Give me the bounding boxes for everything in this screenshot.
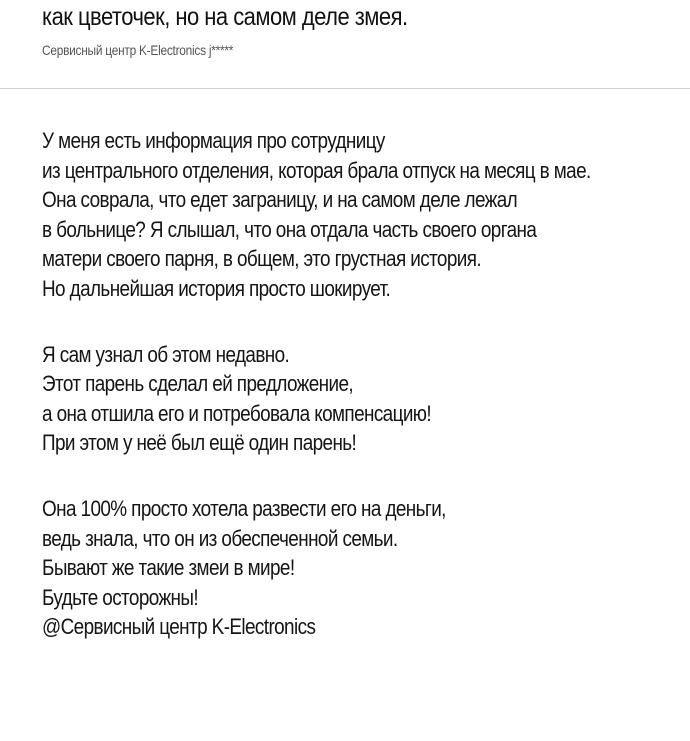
post-paragraph-3 [42,494,682,642]
post-paragraph-2 [42,340,682,458]
post-line: Но дальнейшая история просто шокирует. [42,275,391,301]
post-line: в больнице? Я слышал, что она отдала часть своего органа [42,216,537,242]
post-author[interactable]: Сервисный центр K-Electronics j***** [42,42,234,58]
post-line: Будьте осторожны! [42,584,199,610]
post-line: из центрального отделения, которая брала отпуск на месяц в мае. [42,157,591,183]
post-line: а она отшила его и потребовала компенсацию! [42,400,432,426]
post-line: При этом у неё был ещё один парень! [42,430,357,456]
post-line: Я сам узнал об этом недавно. [42,341,290,367]
post-paragraph-1 [42,126,682,304]
post-line: Она 100% просто хотела развести его на деньги, [42,495,446,521]
post-line: Бывают же такие змеи в мире! [42,555,295,581]
post-body [42,126,682,678]
post-line: матери своего парня, в общем, это грустная история. [42,246,482,272]
post-line: У меня есть информация про сотрудницу [42,128,385,153]
post-line: Этот парень сделал ей предложение, [42,371,354,397]
post-header [0,0,690,89]
post-title: как цветочек, но на самом деле змея. [42,3,408,31]
post-line: Она соврала, что едет заграницу, и на самом деле лежал [42,187,518,213]
post-line: ведь знала, что он из обеспеченной семьи. [42,525,398,551]
post-mention-line[interactable]: @Сервисный центр K-Electronics [42,614,316,640]
